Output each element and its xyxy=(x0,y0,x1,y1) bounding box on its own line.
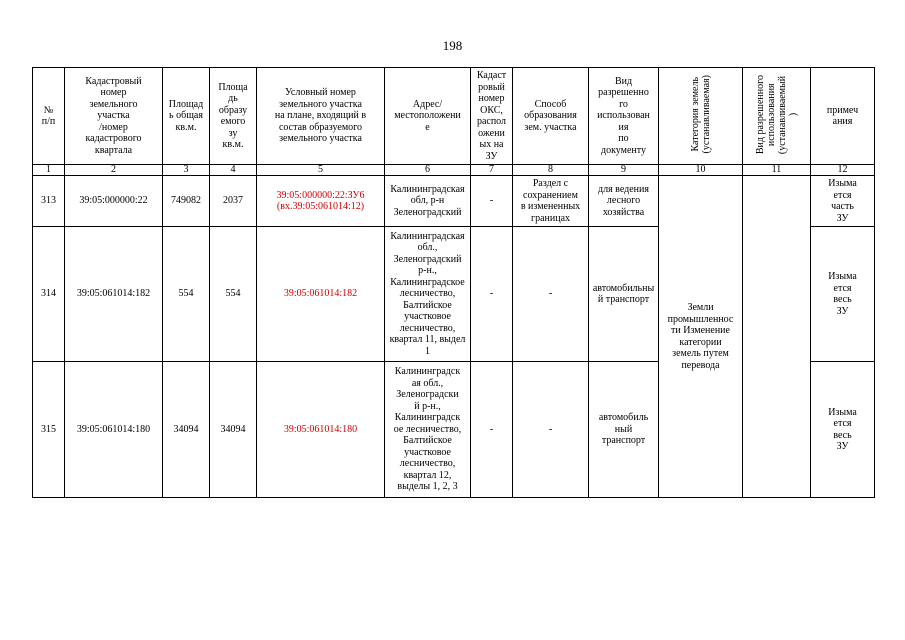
column-number: 7 xyxy=(471,165,513,176)
formed-area: 34094 xyxy=(210,362,257,498)
header-conditional-number: Условный номер земельного участка на плане, входящий в состав образуемого земельного участка xyxy=(257,68,385,165)
column-number: 2 xyxy=(65,165,163,176)
column-number-row xyxy=(33,165,875,176)
total-area: 749082 xyxy=(163,176,210,227)
header-notes: примеч ания xyxy=(811,68,875,165)
column-number: 6 xyxy=(385,165,471,176)
header-row xyxy=(33,68,875,165)
row-index: 313 xyxy=(33,176,65,227)
permitted-use: для ведения лесного хозяйства xyxy=(589,176,659,227)
header-index: № п/п xyxy=(33,68,65,165)
oks-number: - xyxy=(471,176,513,227)
permitted-use-set xyxy=(743,176,811,498)
header-formation-method: Способ образования зем. участка xyxy=(513,68,589,165)
row-index: 314 xyxy=(33,227,65,362)
conditional-number: 39:05:000000:22:ЗУ6 (вх.39:05:061014:12) xyxy=(257,176,385,227)
column-number: 11 xyxy=(743,165,811,176)
header-formed-area: Площа дь образу емого зу кв.м. xyxy=(210,68,257,165)
formation-method: Раздел с сохранением в измененных границах xyxy=(513,176,589,227)
header-oks-number: Кадаст ровый номер ОКС, распол ожени ых на ЗУ xyxy=(471,68,513,165)
notes: Изыма ется весь ЗУ xyxy=(811,362,875,498)
column-number: 1 xyxy=(33,165,65,176)
column-number: 8 xyxy=(513,165,589,176)
permitted-use: автомобильны й транспорт xyxy=(589,227,659,362)
formation-method: - xyxy=(513,227,589,362)
oks-number: - xyxy=(471,362,513,498)
cadastral-number: 39:05:061014:182 xyxy=(65,227,163,362)
header-permitted-use-set: Вид разрешенного использования (устанавливаемый ) xyxy=(743,68,811,165)
conditional-number: 39:05:061014:180 xyxy=(257,362,385,498)
column-number: 3 xyxy=(163,165,210,176)
notes: Изыма ется весь ЗУ xyxy=(811,227,875,362)
header-address: Адрес/ местоположени е xyxy=(385,68,471,165)
oks-number: - xyxy=(471,227,513,362)
header-permitted-use: Вид разрешенно го использован ия по документу xyxy=(589,68,659,165)
address: Калининградск ая обл., Зеленоградски й р-н., Калининградск ое лесничество, Балтийское участковое лесничество, квартал 12, выделы 1, 2, 3 xyxy=(385,362,471,498)
cadastral-number: 39:05:061014:180 xyxy=(65,362,163,498)
formed-area: 554 xyxy=(210,227,257,362)
address: Калининградская обл, р-н Зеленоградский xyxy=(385,176,471,227)
header-land-category: Категория земель (устанавливаемая) xyxy=(659,68,743,165)
total-area: 554 xyxy=(163,227,210,362)
row-index: 315 xyxy=(33,362,65,498)
page-number: 198 xyxy=(442,38,463,53)
column-number: 5 xyxy=(257,165,385,176)
header-total-area: Площад ь общая кв.м. xyxy=(163,68,210,165)
conditional-number: 39:05:061014:182 xyxy=(257,227,385,362)
column-number: 10 xyxy=(659,165,743,176)
land-plots-table xyxy=(32,67,875,498)
permitted-use: автомобиль ный транспорт xyxy=(589,362,659,498)
formation-method: - xyxy=(513,362,589,498)
total-area: 34094 xyxy=(163,362,210,498)
cadastral-number: 39:05:000000:22 xyxy=(65,176,163,227)
column-number: 12 xyxy=(811,165,875,176)
table-row xyxy=(33,176,875,227)
notes: Изыма ется часть ЗУ xyxy=(811,176,875,227)
address: Калининградская обл., Зеленоградский р-н., Калининградское лесничество, Балтийское участковое лесничество, квартал 11, выдел 1 xyxy=(385,227,471,362)
land-category: Земли промышленнос ти Изменение категории земель путем перевода xyxy=(659,176,743,498)
column-number: 9 xyxy=(589,165,659,176)
header-cadastral-number: Кадастровый номер земельного участка /номер кадастрового квартала xyxy=(65,68,163,165)
formed-area: 2037 xyxy=(210,176,257,227)
column-number: 4 xyxy=(210,165,257,176)
